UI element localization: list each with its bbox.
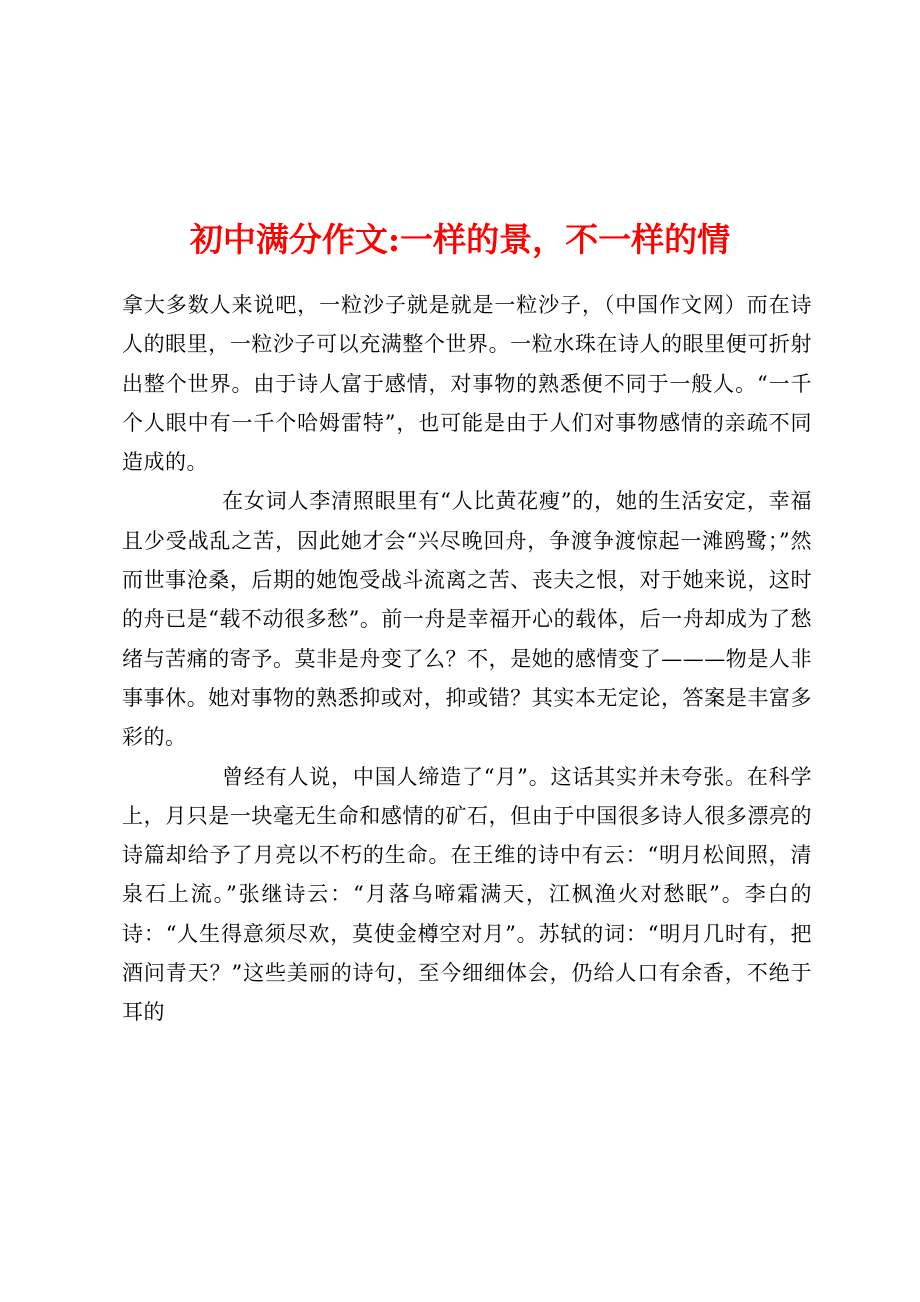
paragraph-3: 曾经有人说，中国人缔造了“月”。这话其实并未夸张。在科学上，月只是一块毫无生命和感情的矿石，但由于中国很多诗人很多漂亮的诗篇却给予了月亮以不朽的生命。在王维的诗中有云：“明月松间照，清泉石上流。”张继诗云：“月落乌啼霜满天，江枫渔火对愁眠”。李白的诗：“人生得意须尽欢，莫使金樽空对月”。苏轼的词：“明月几时有，把酒问青天？”这些美丽的诗句，至今细细体会，仍给人口有余香，不绝于耳的 xyxy=(122,764,812,1025)
document-body xyxy=(122,286,812,1033)
paragraph-1: 拿大多数人来说吧，一粒沙子就是就是一粒沙子，（中国作文网）而在诗人的眼里，一粒沙子可以充满整个世界。一粒水珠在诗人的眼里便可折射出整个世界。由于诗人富于感情，对事物的熟悉便不同于一般人。“一千个人眼中有一千个哈姆雷特”，也可能是由于人们对事物感情的亲疏不同造成的。 xyxy=(122,293,812,475)
paragraph-2: 在女词人李清照眼里有“人比黄花瘦”的，她的生活安定，幸福且少受战乱之苦，因此她才会“兴尽晚回舟，争渡争渡惊起一滩鸥鹭；”然而世事沧桑，后期的她饱受战斗流离之苦、丧夫之恨，对于她来说，这时的舟已是“载不动很多愁”。前一舟是幸福开心的载体，后一舟却成为了愁绪与苦痛的寄予。莫非是舟变了么？不，是她的感情变了———物是人非事事休。她对事物的熟悉抑或对，抑或错？其实本无定论，答案是丰富多彩的。 xyxy=(122,489,812,750)
page-title: 初中满分作文:一样的景，不一样的情 xyxy=(189,220,731,260)
